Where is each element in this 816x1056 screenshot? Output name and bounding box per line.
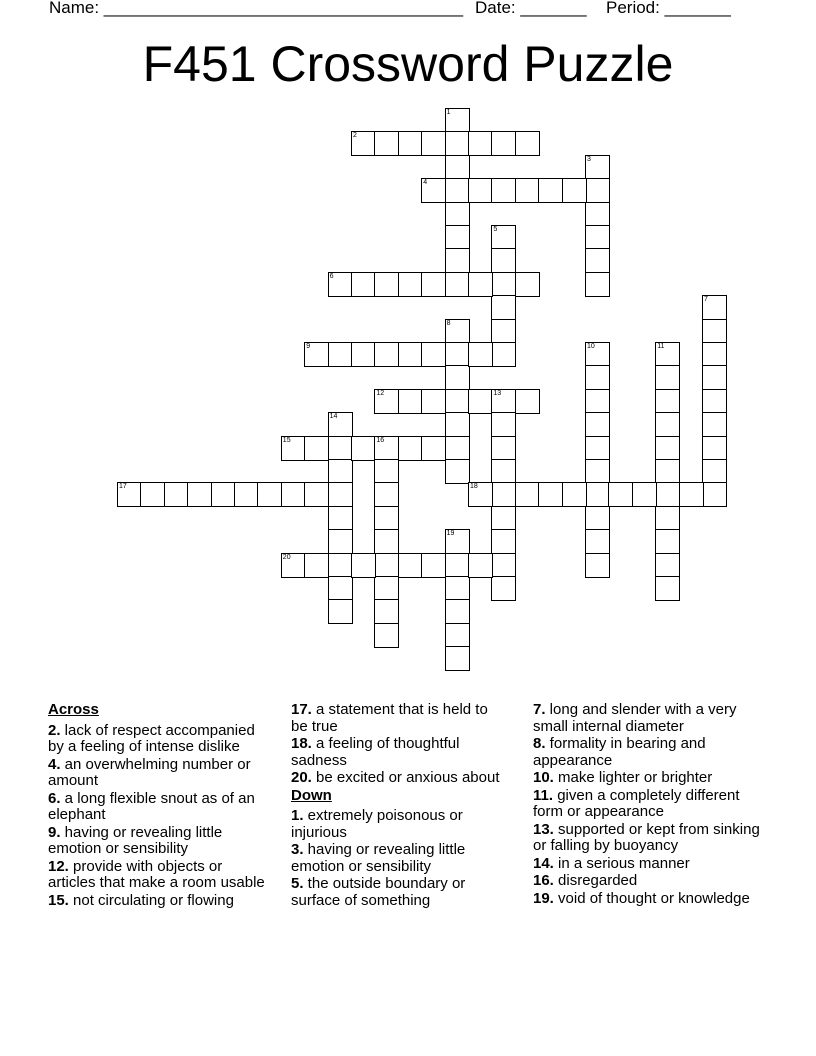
grid-cell[interactable] <box>491 576 516 601</box>
grid-cell[interactable] <box>585 436 610 461</box>
grid-cell[interactable] <box>491 436 516 461</box>
date-field[interactable]: Date: _______ <box>475 0 587 17</box>
grid-cell[interactable] <box>398 272 423 297</box>
grid-cell[interactable] <box>491 389 516 414</box>
grid-cell[interactable] <box>585 389 610 414</box>
grid-cell[interactable] <box>421 272 446 297</box>
clue-text: a statement that is held to be true <box>291 701 488 735</box>
grid-cell[interactable] <box>421 342 446 367</box>
across-clue <box>48 825 273 858</box>
grid-cell[interactable] <box>445 108 470 133</box>
grid-cell[interactable] <box>515 272 540 297</box>
grid-cell[interactable] <box>328 412 353 437</box>
grid-cell[interactable] <box>374 576 399 601</box>
grid-cell[interactable] <box>585 553 610 578</box>
page-title: F451 Crossword Puzzle <box>142 36 674 92</box>
grid-cell[interactable] <box>655 529 680 554</box>
clue-text: disregarded <box>553 872 638 889</box>
grid-cell[interactable] <box>515 131 540 156</box>
grid-cell[interactable] <box>702 482 727 507</box>
grid-cell[interactable] <box>491 506 516 531</box>
grid-cell[interactable] <box>328 436 353 461</box>
grid-cell[interactable] <box>140 482 165 507</box>
grid-cell[interactable] <box>491 295 516 320</box>
grid-cell[interactable] <box>351 272 376 297</box>
clue-number: 17 <box>119 483 127 491</box>
clue-number: 6. <box>48 789 61 807</box>
grid-cell[interactable] <box>374 482 399 507</box>
grid-cell[interactable] <box>304 482 329 507</box>
across-clue <box>48 757 273 790</box>
period-field[interactable]: Period: _______ <box>606 0 731 17</box>
grid-cell[interactable] <box>491 529 516 554</box>
down-clue <box>291 842 506 875</box>
grid-cell[interactable] <box>421 131 446 156</box>
grid-cell[interactable] <box>281 436 306 461</box>
clue-number: 20 <box>282 553 291 561</box>
clue-number: 8. <box>533 735 546 752</box>
clue-text: a feeling of thoughtful sadness <box>291 735 460 769</box>
grid-cell[interactable] <box>538 482 563 507</box>
grid-cell[interactable] <box>491 553 516 578</box>
grid-cell[interactable] <box>585 459 610 484</box>
grid-cell[interactable] <box>585 365 610 390</box>
grid-cell[interactable] <box>491 225 516 250</box>
clue-number: 4 <box>423 179 428 187</box>
clue-number: 18. <box>291 735 312 752</box>
grid-cell[interactable] <box>398 553 423 578</box>
grid-cell[interactable] <box>374 553 399 578</box>
grid-cell[interactable] <box>585 482 610 507</box>
clue-number: 15. <box>48 891 69 909</box>
grid-cell[interactable] <box>655 506 680 531</box>
down-clue <box>533 891 763 908</box>
clue-number: 13 <box>493 389 502 397</box>
grid-cell[interactable] <box>211 482 236 507</box>
grid-cell[interactable] <box>679 482 704 507</box>
grid-cell[interactable] <box>445 202 470 227</box>
grid-cell[interactable] <box>585 248 610 273</box>
grid-cell[interactable] <box>351 436 376 461</box>
grid-cell[interactable] <box>445 342 470 367</box>
clue-number: 19. <box>533 889 554 907</box>
grid-cell[interactable] <box>585 155 610 180</box>
clue-number: 10. <box>533 769 554 786</box>
clue-number: 1. <box>291 807 304 824</box>
grid-cell[interactable] <box>351 131 376 156</box>
clue-column-2 <box>291 702 506 910</box>
clue-number: 5. <box>291 875 304 892</box>
grid-cell[interactable] <box>374 529 399 554</box>
clue-number: 2. <box>48 721 61 739</box>
clue-number: 7 <box>704 296 708 304</box>
grid-cell[interactable] <box>608 482 633 507</box>
clue-text: an overwhelming number or amount <box>48 755 251 789</box>
grid-cell[interactable] <box>374 389 399 414</box>
clue-text: lack of respect accompanied by a feeling of intense dislike <box>48 721 255 755</box>
grid-cell[interactable] <box>585 342 610 367</box>
clue-column-1 <box>48 702 273 910</box>
clue-number: 9. <box>48 823 61 841</box>
clue-number: 9 <box>306 343 311 350</box>
grid-cell[interactable] <box>562 482 587 507</box>
grid-cell[interactable] <box>304 436 329 461</box>
grid-cell[interactable] <box>374 272 399 297</box>
down-clue <box>533 770 763 787</box>
grid-cell[interactable] <box>398 389 423 414</box>
grid-cell[interactable] <box>445 623 470 648</box>
grid-cell[interactable] <box>491 272 516 297</box>
clue-number: 19 <box>446 530 455 538</box>
grid-cell[interactable] <box>445 576 470 601</box>
grid-cell[interactable] <box>585 272 610 297</box>
clue-number: 11. <box>533 786 554 804</box>
grid-cell[interactable] <box>491 459 516 484</box>
grid-cell[interactable] <box>585 529 610 554</box>
clue-number: 7. <box>533 701 546 718</box>
clue-text: make lighter or brighter <box>553 769 713 786</box>
grid-cell[interactable] <box>234 482 259 507</box>
grid-cell[interactable] <box>702 342 727 367</box>
clue-number: 13. <box>533 820 554 838</box>
grid-cell[interactable] <box>445 248 470 273</box>
clue-number: 2 <box>353 132 357 140</box>
down-clue <box>533 822 763 855</box>
clue-number: 16 <box>376 436 385 444</box>
grid-cell[interactable] <box>491 412 516 437</box>
clue-number: 15 <box>282 436 291 444</box>
grid-cell[interactable] <box>421 436 446 461</box>
clue-text: formality in bearing and appearance <box>533 735 706 769</box>
grid-cell[interactable] <box>421 178 446 203</box>
grid-cell[interactable] <box>374 599 399 624</box>
name-field[interactable]: Name: ______________________________________ <box>49 0 464 17</box>
clue-number: 12 <box>376 389 385 397</box>
clue-text: in a serious manner <box>553 854 690 872</box>
down-clue <box>533 873 763 890</box>
grid-cell[interactable] <box>702 459 727 484</box>
grid-cell[interactable] <box>585 506 610 531</box>
clue-number: 10 <box>587 343 595 350</box>
grid-cell[interactable] <box>328 576 353 601</box>
clue-number: 11 <box>657 343 665 350</box>
grid-cell[interactable] <box>585 178 610 203</box>
down-heading: Down <box>291 786 332 804</box>
clue-text: void of thought or knowledge <box>553 889 750 907</box>
grid-cell[interactable] <box>655 482 680 507</box>
grid-cell[interactable] <box>468 178 493 203</box>
grid-cell[interactable] <box>164 482 189 507</box>
grid-cell[interactable] <box>351 553 376 578</box>
clue-text: the outside boundary or surface of something <box>291 875 466 909</box>
clue-text: not circulating or flowing <box>68 891 234 909</box>
grid-cell[interactable] <box>445 529 470 554</box>
clue-number: 14. <box>533 854 554 872</box>
clue-number: 14 <box>329 413 338 421</box>
grid-cell[interactable] <box>562 178 587 203</box>
grid-cell[interactable] <box>655 412 680 437</box>
grid-cell[interactable] <box>702 389 727 414</box>
grid-cell[interactable] <box>328 599 353 624</box>
grid-cell[interactable] <box>351 342 376 367</box>
grid-cell[interactable] <box>655 436 680 461</box>
grid-cell[interactable] <box>304 553 329 578</box>
clue-column-3 <box>533 702 763 908</box>
grid-cell[interactable] <box>445 272 470 297</box>
grid-cell[interactable] <box>702 365 727 390</box>
grid-cell[interactable] <box>515 389 540 414</box>
across-clue <box>48 893 273 910</box>
grid-cell[interactable] <box>445 155 470 180</box>
across-clue <box>48 723 273 756</box>
clue-number: 20. <box>291 769 312 786</box>
clue-text: supported or kept from sinking or falling by buoyancy <box>533 820 760 854</box>
down-clue <box>533 788 763 821</box>
down-clue <box>533 856 763 873</box>
grid-cell[interactable] <box>585 225 610 250</box>
grid-cell[interactable] <box>655 459 680 484</box>
grid-cell[interactable] <box>328 342 353 367</box>
grid-cell[interactable] <box>257 482 282 507</box>
clue-text: given a completely different form or appearance <box>533 786 740 820</box>
grid-cell[interactable] <box>398 342 423 367</box>
grid-cell[interactable] <box>702 319 727 344</box>
grid-cell[interactable] <box>445 365 470 390</box>
grid-cell[interactable] <box>468 553 493 578</box>
grid-cell[interactable] <box>374 131 399 156</box>
grid-cell[interactable] <box>445 178 470 203</box>
grid-cell[interactable] <box>304 342 329 367</box>
grid-cell[interactable] <box>468 389 493 414</box>
grid-cell[interactable] <box>445 131 470 156</box>
grid-cell[interactable] <box>655 576 680 601</box>
grid-cell[interactable] <box>445 225 470 250</box>
grid-cell[interactable] <box>655 342 680 367</box>
clue-number: 4. <box>48 755 61 773</box>
grid-cell[interactable] <box>491 248 516 273</box>
grid-cell[interactable] <box>328 506 353 531</box>
grid-cell[interactable] <box>187 482 212 507</box>
clue-number: 3 <box>587 155 591 163</box>
grid-cell[interactable] <box>702 412 727 437</box>
grid-cell[interactable] <box>398 436 423 461</box>
grid-cell[interactable] <box>538 178 563 203</box>
grid-cell[interactable] <box>421 553 446 578</box>
grid-cell[interactable] <box>491 482 516 507</box>
grid-cell[interactable] <box>702 295 727 320</box>
grid-cell[interactable] <box>445 553 470 578</box>
grid-cell[interactable] <box>374 342 399 367</box>
grid-cell[interactable] <box>632 482 657 507</box>
grid-cell[interactable] <box>491 178 516 203</box>
grid-cell[interactable] <box>421 389 446 414</box>
down-clue <box>291 876 506 909</box>
grid-cell[interactable] <box>374 459 399 484</box>
grid-cell[interactable] <box>655 553 680 578</box>
grid-cell[interactable] <box>445 436 470 461</box>
grid-cell[interactable] <box>468 272 493 297</box>
across-clue <box>48 791 273 824</box>
grid-cell[interactable] <box>398 131 423 156</box>
grid-cell[interactable] <box>445 459 470 484</box>
grid-cell[interactable] <box>585 412 610 437</box>
grid-cell[interactable] <box>491 131 516 156</box>
clue-number: 3. <box>291 841 304 858</box>
grid-cell[interactable] <box>655 365 680 390</box>
down-clue <box>291 808 506 841</box>
grid-cell[interactable] <box>468 482 493 507</box>
grid-cell[interactable] <box>445 599 470 624</box>
across-heading: Across <box>48 701 99 718</box>
clue-number: 17. <box>291 701 312 718</box>
grid-cell[interactable] <box>702 436 727 461</box>
clue-number: 5 <box>493 226 498 233</box>
down-clue <box>533 702 763 735</box>
clue-text: having or revealing little emotion or sensibility <box>291 841 466 875</box>
grid-cell[interactable] <box>117 482 142 507</box>
clue-number: 16. <box>533 872 554 889</box>
grid-cell[interactable] <box>374 506 399 531</box>
grid-cell[interactable] <box>445 646 470 671</box>
clue-number: 8 <box>446 319 451 327</box>
clue-text: be excited or anxious about <box>311 769 500 786</box>
grid-cell[interactable] <box>374 436 399 461</box>
grid-cell[interactable] <box>374 623 399 648</box>
grid-cell[interactable] <box>328 482 353 507</box>
grid-cell[interactable] <box>328 553 353 578</box>
clue-number: 6 <box>329 272 334 280</box>
grid-cell[interactable] <box>515 482 540 507</box>
clue-text: provide with objects or articles that make a room usable <box>48 857 265 891</box>
grid-cell[interactable] <box>328 529 353 554</box>
grid-cell[interactable] <box>468 342 493 367</box>
grid-cell[interactable] <box>445 319 470 344</box>
grid-cell[interactable] <box>445 412 470 437</box>
grid-cell[interactable] <box>281 553 306 578</box>
across-clue <box>291 736 506 769</box>
clue-text: long and slender with a very small internal diameter <box>533 701 737 735</box>
grid-cell[interactable] <box>515 178 540 203</box>
grid-cell[interactable] <box>328 459 353 484</box>
grid-cell[interactable] <box>328 272 353 297</box>
across-clue <box>291 770 506 787</box>
down-clue <box>533 736 763 769</box>
clue-number: 12. <box>48 857 69 875</box>
clue-number: 1 <box>446 109 451 116</box>
clue-text: a long flexible snout as of an elephant <box>48 789 255 823</box>
grid-cell[interactable] <box>468 131 493 156</box>
grid-cell[interactable] <box>281 482 306 507</box>
across-clue <box>48 859 273 892</box>
clue-number: 18 <box>470 483 478 491</box>
clue-text: extremely poisonous or injurious <box>291 807 463 841</box>
across-clue <box>291 702 506 735</box>
grid-cell[interactable] <box>491 319 516 344</box>
grid-cell[interactable] <box>655 389 680 414</box>
grid-cell[interactable] <box>445 389 470 414</box>
clue-text: having or revealing little emotion or sensibility <box>48 823 223 857</box>
grid-cell[interactable] <box>491 342 516 367</box>
grid-cell[interactable] <box>585 202 610 227</box>
